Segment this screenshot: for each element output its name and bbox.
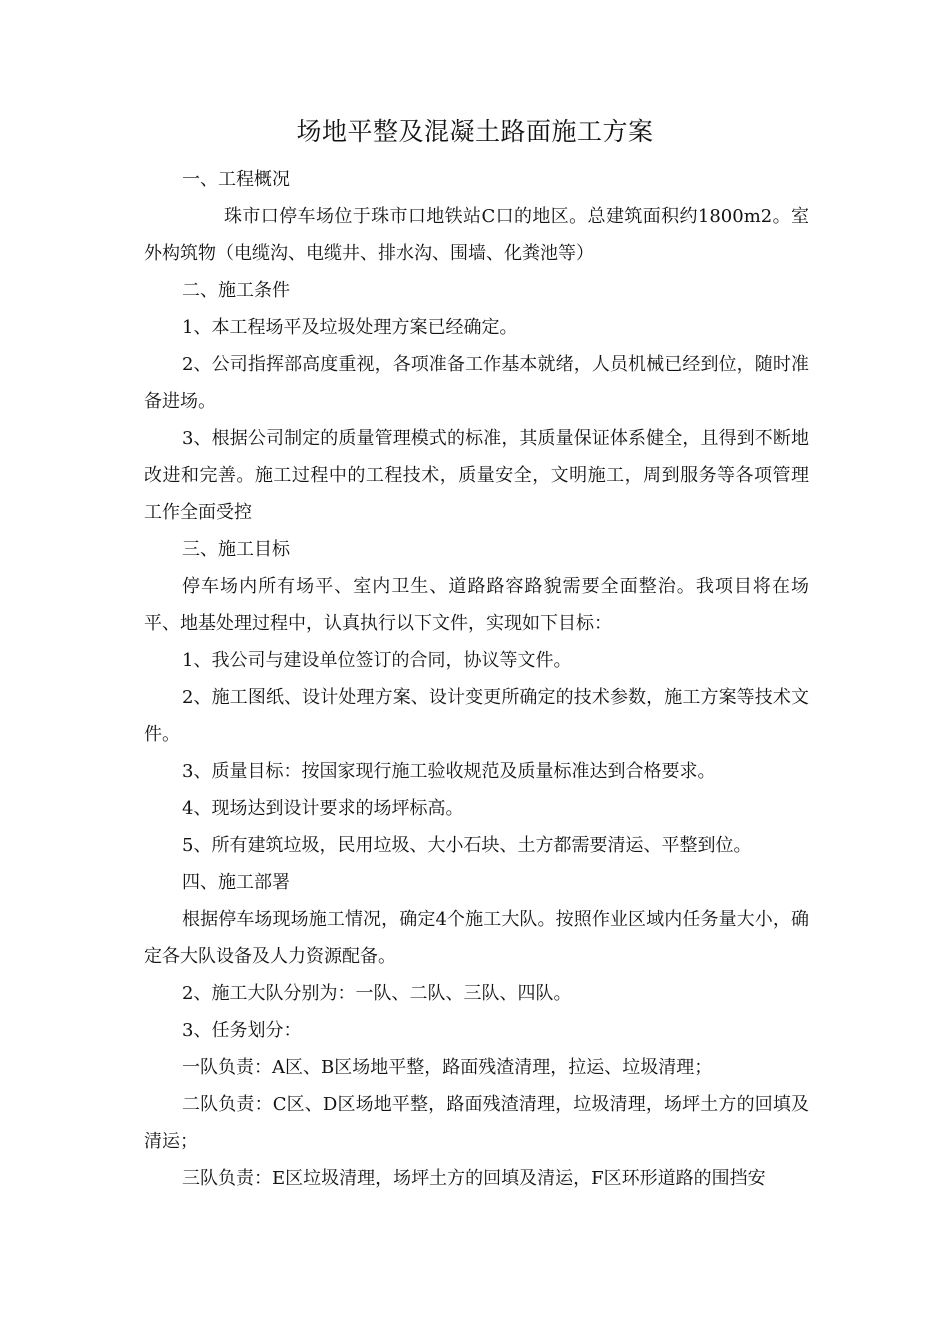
- paragraph-condition-3: 3、根据公司制定的质量管理模式的标准，其质量保证体系健全，且得到不断地改进和完善。施工过程中的工程技术，质量安全，文明施工，周到服务等各项管理工作全面受控: [144, 428, 809, 523]
- section-heading-overview: 一、工程概况: [182, 169, 290, 190]
- paragraph-goal-3: 3、质量目标：按国家现行施工验收规范及质量标准达到合格要求。: [182, 761, 716, 782]
- paragraph-goal-2: 2、施工图纸、设计处理方案、设计变更所确定的技术参数，施工方案等技术文件。: [144, 687, 809, 745]
- paragraph-goals-intro: 停车场内所有场平、室内卫生、道路路容路貌需要全面整治。我项目将在场平、地基处理过程中，认真执行以下文件，实现如下目标：: [144, 576, 809, 634]
- paragraph-condition-1: 1、本工程场平及垃圾处理方案已经确定。: [182, 317, 518, 338]
- paragraph-deployment-intro: 根据停车场现场施工情况，确定4个施工大队。按照作业区域内任务量大小，确定各大队设备及人力资源配备。: [144, 909, 809, 967]
- section-heading-conditions: 二、施工条件: [182, 280, 290, 301]
- section-heading-deployment: 四、施工部署: [182, 872, 290, 893]
- paragraph-goal-4: 4、现场达到设计要求的场坪标高。: [182, 798, 464, 819]
- document-title: 场地平整及混凝土路面施工方案: [296, 117, 654, 146]
- paragraph-deployment-2: 2、施工大队分别为：一队、二队、三队、四队。: [182, 983, 572, 1004]
- paragraph-goal-5: 5、所有建筑垃圾，民用垃圾、大小石块、土方都需要清运、平整到位。: [182, 835, 752, 856]
- document-body: [144, 161, 809, 1197]
- paragraph-team-2: 二队负责：C区、D区场地平整，路面残渣清理，垃圾清理，场坪土方的回填及清运；: [144, 1094, 809, 1152]
- paragraph-team-3: 三队负责：E区垃圾清理，场坪土方的回填及清运，F区环形道路的围挡安: [182, 1168, 766, 1189]
- section-heading-goals: 三、施工目标: [182, 539, 290, 560]
- paragraph-deployment-3: 3、任务划分：: [182, 1020, 302, 1041]
- paragraph-overview: 珠市口停车场位于珠市口地铁站C口的地区。总建筑面积约1800m2。室外构筑物（电缆沟、电缆井、排水沟、围墙、化粪池等）: [144, 206, 809, 264]
- paragraph-goal-1: 1、我公司与建设单位签订的合同，协议等文件。: [182, 650, 572, 671]
- paragraph-condition-2: 2、公司指挥部高度重视，各项准备工作基本就绪，人员机械已经到位，随时准备进场。: [144, 354, 809, 412]
- paragraph-team-1: 一队负责：A区、B区场地平整，路面残渣清理，拉运、垃圾清理；: [182, 1057, 713, 1078]
